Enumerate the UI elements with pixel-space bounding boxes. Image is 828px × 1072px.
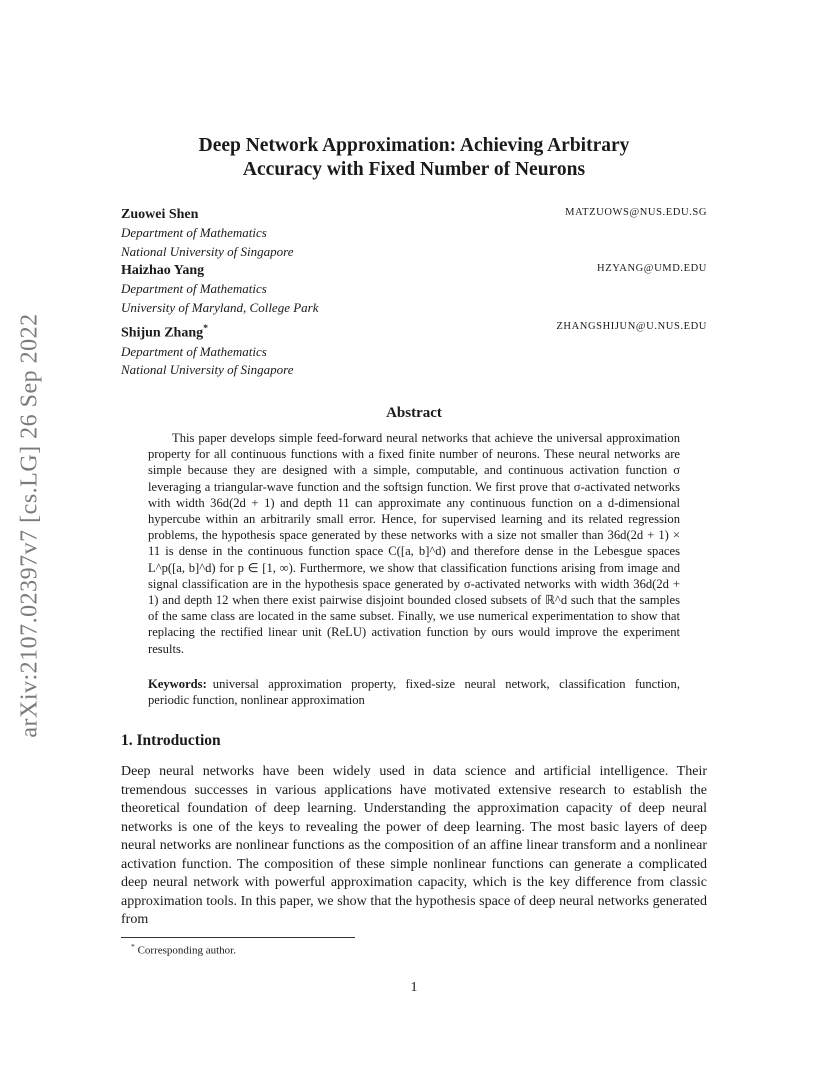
footnote-text: Corresponding author. (137, 944, 236, 957)
author-email[interactable]: HZYANG@UMD.EDU (597, 263, 707, 274)
author-name: Haizhao Yang (121, 263, 205, 278)
introduction-paragraph: Deep neural networks have been widely used in data science and artificial intelligence. Their tremendous successes in various applications have motivated extensive research to establish the theoretical foundation of deep learning. Understanding the approximation capacity of deep neural networks is one of the keys to revealing the power of deep learning. The most basic layers of deep neural networks are nonlinear functions as the composition of an affine linear transform and a nonlinear activation function. The composition of these simple nonlinear functions can generate a complicated deep neural network with powerful approximation capacity, which is the key difference from classic approximation tools. In this paper, we show that the hypothesis space of deep neural networks generated from (121, 764, 707, 927)
section-heading-introduction: 1. Introduction (121, 732, 221, 749)
author-affiliation-department: Department of Mathematics (121, 343, 267, 359)
corresponding-author-marker: * (203, 323, 209, 334)
author-affiliation-institution: National University of Singapore (121, 362, 294, 378)
author-name: Zuowei Shen (121, 207, 199, 222)
footnote-divider (121, 937, 355, 938)
author-block-1 (121, 206, 707, 261)
author-name: Shijun Zhang (121, 325, 204, 341)
abstract-text: This paper develops simple feed-forward neural networks that achieve the universal approximation property for all continuous functions with a fixed finite number of neurons. These neural networks are simple because they are designed with a simple, computable, and continuous activation function σ leveraging a triangular-wave function and the softsign function. We first prove that σ-activated networks with width 36d(2d + 1) and depth 11 can approximate any continuous function on a d-dimensional hypercube within an arbitrarily small error. Hence, for supervised learning and its related regression problems, the hypothesis space generated by these networks with a size not smaller than 36d(2d + 1) × 11 is dense in the continuous function space C([a, b]^d) and therefore dense in the Lebesgue spaces L^p([a, b]^d) for p ∈ [1, ∞). Furthermore, we show that classification functions arising from image and signal classification are in the hypothesis space generated by σ-activated networks with width 36d(2d + 1) and depth 12 when there exist pairwise disjoint bounded closed subsets of ℝ^d such that the samples of the same class are located in the same subset. Finally, we use numerical experimentation to show that replacing the rectified linear unit (ReLU) activation function by ours would improve the experiment results. (148, 431, 680, 656)
title-line-1: Deep Network Approximation: Achieving Arbitrary (198, 135, 630, 156)
author-block-2 (121, 262, 707, 317)
author-affiliation-department: Department of Mathematics (121, 225, 267, 240)
author-affiliation-institution: National University of Singapore (121, 243, 294, 259)
author-affiliation-institution: University of Maryland, College Park (121, 299, 319, 315)
author-block-3 (121, 320, 707, 380)
author-affiliation-department: Department of Mathematics (121, 281, 267, 296)
paper-title (121, 134, 707, 182)
footnote-marker: * (131, 942, 135, 951)
arxiv-side-identifier-container (10, 290, 50, 760)
arxiv-side-identifier: arXiv:2107.02397v7 [cs.LG] 26 Sep 2022 (16, 312, 43, 738)
page-number: 1 (410, 980, 418, 995)
abstract-heading: Abstract (386, 405, 442, 421)
author-email[interactable]: ZHANGSHIJUN@U.NUS.EDU (556, 321, 707, 332)
keywords (148, 676, 680, 708)
keywords-label: Keywords: (148, 677, 207, 691)
author-email[interactable]: MATZUOWS@NUS.EDU.SG (565, 207, 707, 218)
keywords-text: universal approximation property, fixed-size neural network, classification function, periodic function, nonlinear approximation (148, 677, 680, 708)
footnote (131, 942, 236, 957)
title-line-2: Accuracy with Fixed Number of Neurons (242, 159, 586, 180)
